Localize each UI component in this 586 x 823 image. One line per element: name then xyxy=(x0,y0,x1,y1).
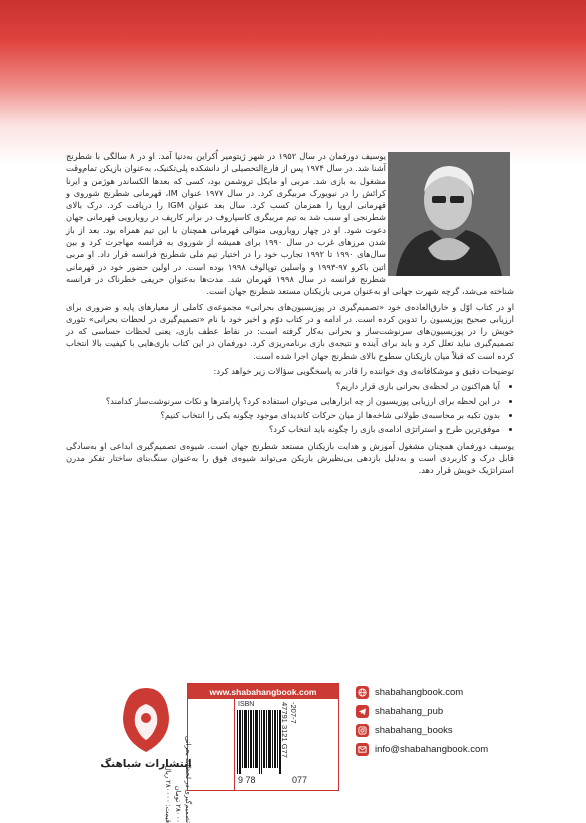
price-note: قیمت: ۲۸۰۰۰۰ ریال xyxy=(164,765,171,823)
telegram-icon xyxy=(356,705,369,718)
code-line: 47791 3121 G77 xyxy=(280,702,289,758)
instagram-icon xyxy=(356,724,369,737)
author-bio: یوسیف دورفمان در سال ۱۹۵۲ در شهر ژیتومیر اُکراین به‌دنیا آمد. او در ۸ سالگی با شطرنج آشنا شد. در سال ۱۹۷۴ پس از فارغ‌التحصیلی از دانشکده پلی‌تکنیک، به‌عنوان بازیکن تمام‌وقت مشغول به بازی شد. مربی او مایکل تروشمن بود، کسی که بعدها الکساندر هوژمن و ایرنا کرائش را در نیویورک مربیگری کرد. در سال ۱۹۷۷ عنوان IM، قهرمانی شطرنج شوروی و قهرمانی اروپا را همزمان کسب کرد. سال بعد عنوان IGM را دریافت کرد. درک بالای شطرنجی او سبب شد به تیم مربیگری کاسپاروف در برابر کارپف در رویارویی قهرمانی جهان دعوت شود. او در چهار رویارویی متوالی قهرمانی همچنان با این تیم همراه بود. بعد از باز شدن مرزهای غرب در سال ۱۹۹۰ برای همیشه از شوروی به فرانسه مهاجرت کرد و بین سال‌های ۱۹۹۰ تا ۱۹۹۲ تجارب خود را در اختیار تیم ملی شطرنج فرانسه قرار داد. او مربی اتین باکرو ۹۷-۱۹۹۳ و واسلین توپالوف ۱۹۹۸ بوده است. در اولین حضور خود در قهرمانی شطرنج فرانسه در سال ۱۹۹۸ قهرمان شد. مدت‌ها به‌عنوان حریفی خطرناک در فرانسه شناخته می‌شد، گرچه شهرت جهانی او به‌عنوان مربی بازیکنان مستعد شطرنج جهان است. xyxy=(66,151,514,297)
isbn-label: ISBN xyxy=(238,701,255,708)
contact-links xyxy=(356,683,489,759)
instagram-text: shabahang_books xyxy=(375,725,453,736)
book-summary: او در کتاب اوّل و خارق‌العاده‌ی خود «تصمیم‌گیری در پوزیسیون‌های بحرانی» مجموعه‌ی کاملی از معیارهای پایه و ضروری برای ارزیابی صحیح پوزیسیون را تدوین کرده است. در ادامه و در کتاب دوّم و اخیر خود با نام «تصمیم‌گیری در لحظات بحرانی» تئوری خویش را در پوزیسیون‌های سرنوشت‌ساز و بحرانی به‌کار گرفته است: در نقاط عطف بازی، یعنی لحظات حساسی که در تصمیم‌گیری نباید تعلل کرد و باید برای آینده و نتیجه‌ی بازی برنامه‌ریزی کرد. دورفمان در این کتاب بازی‌هایی با کیفیت بالا انتخاب کرده است که قبلاً میان بازیکنان سطوح بالای شطرنج جهان اجرا شده است. xyxy=(66,301,514,361)
email-link[interactable] xyxy=(356,740,489,759)
website-text: shabahangbook.com xyxy=(375,687,464,698)
publisher-logo xyxy=(113,684,179,756)
ean-digits-left: 9 78 xyxy=(238,775,256,785)
telegram-link[interactable] xyxy=(356,702,482,721)
isbn-number: -207-7 xyxy=(289,702,298,724)
questions-intro: توضیحات دقیق و موشکافانه‌ی وی خواننده را قادر به پاسخگویی سؤالات زیر خواهد کرد: xyxy=(213,366,514,377)
question-list xyxy=(66,380,514,435)
barcode-icon xyxy=(236,702,282,774)
website-link[interactable] xyxy=(356,683,482,702)
closing-paragraph: یوسیف دورفمان همچنان مشغول آموزش و هدایت بازیکنان مستعد شطرنج جهان است. شیوه‌ی تصمیم‌گیری ابداعی او به‌سادگی قابل درک و کاربردی است و به‌دلیل بازدهی بی‌نظیرش بازیکن می‌تواند شیوه‌ی فوق را به‌عنوان سنگ‌بنای ساختار تفکر مدرن استراتژیک خویش قرار دهد. xyxy=(66,440,514,476)
list-item: • بدون تکیه بر محاسبه‌ی طولانی شاخه‌ها از میان حرکات کاندیدای موجود چگونه یکی را انتخاب کنیم؟ xyxy=(66,409,500,421)
publisher-website: www.shabahangbook.com xyxy=(188,684,338,699)
list-item: • آیا هم‌اکنون در لحظه‌ی بحرانی بازی قرار داریم؟ xyxy=(66,380,500,392)
barcode-panel xyxy=(164,683,339,823)
isbn-number-block xyxy=(282,700,338,788)
price-label: ۲۸۰۰۰ تومان xyxy=(174,785,181,823)
publisher-name: انتشارات شباهنگ xyxy=(100,758,192,770)
book-description xyxy=(66,150,514,479)
ean-digits-right: 077 xyxy=(292,775,308,785)
globe-icon xyxy=(356,686,369,699)
email-text: info@shabahangbook.com xyxy=(375,744,489,755)
list-item: • در این لحظه برای ارزیابی پوزیسیون از چه ابزارهایی می‌توان استفاده کرد؟ پارامترها و نکات سرنوشت‌ساز کدامند؟ xyxy=(66,395,500,407)
mail-icon xyxy=(356,743,369,756)
list-item: • موفق‌ترین طرح و استراتژی ادامه‌ی بازی را چگونه باید انتخاب کرد؟ xyxy=(66,423,500,435)
price-strip xyxy=(164,699,235,823)
telegram-text: shabahang_pub xyxy=(375,706,444,717)
instagram-link[interactable] xyxy=(356,721,482,740)
price-strip-title: تصمیم‌گیری در لحظات بحرانی xyxy=(184,735,191,823)
